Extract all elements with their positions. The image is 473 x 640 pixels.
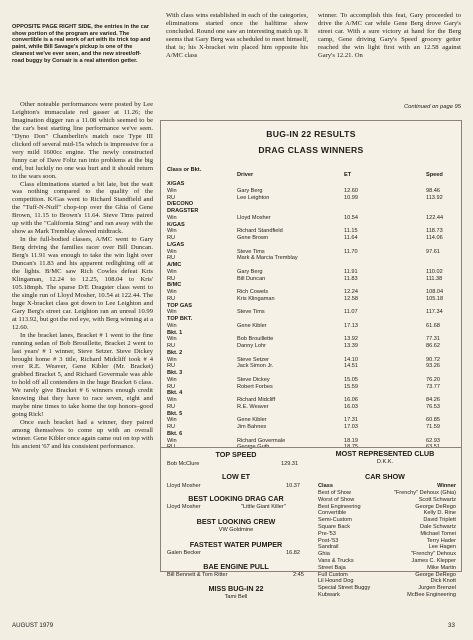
speed-cell: 105.18 (426, 295, 444, 302)
car-show-class: Square Back (318, 523, 351, 530)
car-show-class: Lil Hound Dog (318, 578, 354, 585)
car-show-winner: Jurgen Brenzel (418, 585, 456, 592)
car-show-row (318, 517, 458, 524)
car-show-class: Ghia (318, 551, 330, 558)
car-show-winner: "Frenchy" Dehoux (Ghia) (393, 490, 456, 496)
driver-cell: Steve Tims (237, 309, 265, 316)
class-cell: B/MC (167, 282, 182, 289)
result-row (161, 397, 461, 404)
car-show-row (318, 578, 458, 585)
result-row (161, 330, 461, 337)
result-row (161, 363, 461, 370)
speed-cell: 84.26 (426, 397, 440, 403)
class-cell: D/ECONO (167, 201, 194, 208)
car-show-winner: Lee Hagen (428, 544, 456, 551)
class-cell: RU (167, 383, 176, 390)
car-show-class: Worst of Show (318, 496, 355, 503)
class-cell: RU (167, 444, 176, 451)
driver-cell: Steve Setzer (237, 356, 270, 363)
class-cell: Win (167, 322, 177, 329)
result-row (161, 343, 461, 350)
speed-cell: 76.20 (426, 376, 440, 383)
car-show-winner: Dale Schwartz (419, 523, 456, 530)
et-cell: 18.75 (344, 444, 358, 451)
et-cell: 16.06 (344, 397, 358, 403)
paragraph: In the full-bodied classes, A/MC went to Gary Berg driving the families racer over Bill Duncan. Berg's 11.91 was enough to take the win light over Duncan's 11.83 and his apparent redlighting off at the lights. B/MC saw Rich Cowles defeat Kris Klingaman, 12.24 to 12.25, 108.04 to Kris' 105.18mph. The sparse D/E Dragster class went to the single run of Lloyd Mosher, 10.54 at 122.44. The huge X-bracket class got down to Lee Leighton and Gary Berg's street car. Leighton ran an unreal 10.99 at 113.92, but got the red eye, with Berg winning at a 12.60. (12, 236, 153, 331)
class-cell: RU (167, 295, 176, 302)
photo-caption (12, 24, 153, 64)
class-cell: TOP GAS (167, 302, 192, 309)
speed-cell: 97.61 (426, 248, 440, 255)
car-show-list (318, 490, 458, 599)
result-row (161, 289, 461, 296)
car-show-class: Kubwark (318, 591, 340, 598)
driver-cell: Lloyd Mosher (237, 214, 271, 221)
car-show-row (318, 538, 458, 545)
driver-cell: R.E. Weaver (237, 403, 269, 410)
speed-cell: 86.62 (426, 343, 440, 349)
class-cell: RU (167, 275, 176, 282)
car-show-class: Street Baja (318, 564, 346, 571)
et-cell: 12.58 (344, 295, 358, 302)
issue-date: AUGUST 1979 (12, 622, 54, 629)
bae-engine-value: 2:45 (293, 572, 304, 578)
car-show-row (318, 510, 458, 517)
driver-cell: Steve Tims (237, 248, 265, 255)
car-show-class: Sandrail (318, 544, 339, 551)
result-row (161, 350, 461, 357)
car-show-head-winner: Winner (437, 483, 456, 489)
class-cell: Win (167, 214, 177, 221)
fastest-pumper-value: 16.82 (286, 550, 300, 556)
result-row (161, 377, 461, 384)
result-row (161, 215, 461, 222)
result-row (161, 296, 461, 303)
best-looking-drag-name: Lloyd Mosher (167, 504, 201, 510)
class-cell: RU (167, 194, 176, 201)
result-row (161, 269, 461, 276)
speed-cell: 71.59 (426, 424, 440, 430)
header-speed: Speed (426, 172, 443, 178)
speed-cell: 73.77 (426, 383, 440, 390)
results-subtitle: DRAG CLASS WINNERS (258, 145, 364, 155)
driver-cell: Bill Duncan (237, 275, 266, 282)
speed-cell: 60.85 (426, 417, 440, 424)
car-show-row (318, 558, 458, 565)
car-show-row (318, 524, 458, 531)
driver-cell: Steve Dickey (237, 376, 270, 383)
low-et-name: Lloyd Mosher (167, 483, 201, 489)
et-cell: 11.07 (344, 309, 358, 316)
class-cell: Bkt. 1 (167, 329, 183, 336)
car-show-winner: George DeRego (415, 571, 456, 578)
et-cell: 11.15 (344, 228, 358, 235)
class-cell: Win (167, 228, 177, 235)
driver-cell: Richard Standfield (237, 228, 283, 235)
best-looking-crew-title: BEST LOOKING CREW (196, 517, 276, 526)
speed-cell: 90.72 (426, 356, 440, 363)
class-cell: RU (167, 424, 176, 430)
class-cell: Win (167, 187, 177, 194)
class-cell: Win (167, 248, 177, 255)
car-show-class: Best Engineering (318, 503, 361, 510)
header-driver: Driver (237, 172, 254, 178)
class-cell: A/MC (167, 262, 182, 268)
speed-cell: 61.68 (426, 322, 440, 329)
speed-cell: 114.06 (426, 235, 443, 241)
low-et-value: 10.37 (286, 483, 300, 489)
result-row (161, 390, 461, 397)
driver-cell: Jack Simon Jr. (237, 363, 274, 370)
paragraph: Other noteable performances were posted by Lee Leighton's immaculate red gasser at 11.26; the Imagination digger ran a 11.08 which seemed to be the car's best starting line performance we've seen. "Dyno Don" Chamberlin's match race Type III clicked off several mid-15s which is impressive for a very mild 1600cc engine. The newly constructed funny car of Dave Foltz ran into problems at the big end, but luckily no one was hurt and it should return to the wars soon. (12, 101, 153, 180)
et-cell: 11.70 (344, 248, 358, 255)
car-show-winner: James C. Klepper (411, 557, 456, 564)
result-row (161, 309, 461, 316)
class-cell: Win (167, 309, 177, 316)
car-show-class: Semi-Custom (318, 517, 352, 524)
et-cell: 13.92 (344, 336, 358, 343)
et-cell: 12.60 (344, 187, 358, 194)
et-cell: 17.03 (344, 424, 358, 430)
class-cell: Win (167, 268, 177, 275)
low-et-title: LOW ET (222, 472, 250, 481)
result-row (161, 438, 461, 445)
result-row (161, 235, 461, 242)
header-et: ET (344, 172, 352, 178)
speed-cell: 76.53 (426, 403, 440, 410)
et-cell: 11.91 (344, 268, 358, 275)
caption-lead: OPPOSITE PAGE RIGHT SIDE, (12, 24, 93, 30)
car-show-row (318, 585, 458, 592)
results-title: BUG-IN 22 RESULTS (266, 129, 356, 139)
header-class: Class or Bkt. (167, 167, 202, 173)
result-row (161, 370, 461, 377)
car-show-class: Full Custom (318, 571, 348, 578)
class-cell: K/GAS (167, 221, 185, 228)
miss-bugin-name: Tami Bell (224, 594, 248, 600)
et-cell: 15.05 (344, 376, 358, 383)
car-show-winner: Michael Tomei (420, 530, 456, 537)
result-row (161, 323, 461, 330)
car-show-winner: David Triplett (423, 517, 456, 524)
speed-cell: 62.93 (426, 437, 440, 444)
result-row (161, 242, 461, 249)
club-name: D.K.K. (376, 459, 394, 465)
class-cell: DRAGSTER (167, 208, 199, 214)
class-cell: Win (167, 437, 177, 444)
class-cell: TOP BKT. (167, 316, 193, 322)
class-cell: RU (167, 403, 176, 410)
best-looking-crew-name: VW Goldmine (218, 527, 254, 533)
results-rows (161, 181, 461, 451)
car-show-class: Vans & Trucks (318, 557, 354, 564)
result-row (161, 222, 461, 229)
results-header-row (161, 167, 461, 181)
et-cell: 10.99 (344, 194, 358, 201)
driver-cell: Gene Kibler (237, 322, 267, 329)
driver-cell: Mark & Marcia Tremblay (237, 255, 298, 262)
result-row (161, 417, 461, 424)
car-show-row (318, 544, 458, 551)
car-show-row (318, 565, 458, 572)
car-show-row (318, 551, 458, 558)
bae-engine-title: BAE ENGINE PULL (203, 562, 269, 571)
result-row (161, 228, 461, 235)
miss-bugin-title: MISS BUG-IN 22 (208, 584, 264, 593)
result-row (161, 411, 461, 418)
speed-cell: 110.02 (426, 268, 443, 275)
speed-cell: 63.51 (426, 444, 440, 451)
result-row (161, 282, 461, 289)
driver-cell: Gary Berg (237, 187, 263, 194)
car-show-winner: McBee Engineering (407, 591, 456, 598)
class-cell: RU (167, 363, 176, 370)
class-cell: Bkt. 5 (167, 410, 183, 417)
top-speed-value: 129.31 (281, 461, 299, 467)
class-cell: Win (167, 397, 177, 403)
driver-cell: Gene Brown (237, 235, 269, 241)
result-row (161, 303, 461, 310)
continued-note: Continued on page 95 (403, 104, 461, 110)
speed-cell: 113.92 (426, 194, 443, 201)
speed-cell: 118.73 (426, 228, 443, 235)
et-cell: 16.03 (344, 403, 358, 410)
driver-cell: Danny Lohr (237, 343, 266, 349)
result-row (161, 357, 461, 364)
class-cell: Win (167, 356, 177, 363)
car-show-winner: Terry Hader (426, 537, 456, 544)
car-show-winner: Scott Schwartz (418, 496, 456, 503)
class-cell: X/GAS (167, 181, 185, 187)
et-cell: 14.10 (344, 356, 358, 363)
driver-cell: Richard Midcliff (237, 397, 276, 403)
result-row (161, 424, 461, 431)
car-show-winner: "Frenchy" Dehoux (410, 551, 456, 558)
et-cell: 15.59 (344, 383, 358, 390)
fastest-pumper-name: Galen Becker (167, 550, 201, 556)
class-cell: RU (167, 235, 176, 241)
speed-cell: 98.46 (426, 187, 440, 194)
car-show-winner: Mike Martin (427, 564, 456, 571)
result-row (161, 195, 461, 202)
paragraph: In the bracket lanes, Bracket # 1 went to the fine running sedan of Bob Brouillette, Bracket 2 went to last years' # 1 winner, Steve Setzer. Steve Dickey brought home # 3 title, Richard Midcliff took # 4 over R.E. Weaver, Gene Kibler (Mr. Bracket) grabbed Bracket 5, and Richard Govermale was able to hold off all contenders in the huge Bracket 6 class. We rarely give Bracket # 6 winners enough credit knowing that they have to race seven, eight and maybe nine times to take home the top honors–good going Rick! (12, 331, 153, 419)
car-show-title: CAR SHOW (365, 472, 405, 481)
speed-cell: 77.31 (426, 336, 440, 343)
caption-text: the entries in the car show portion of the program are varied. The convertible is a real work of art with its trick top and paint, while Bill Savage's pickup is one of the cleanest we've ever seen, and the new street/off-road buggy by Corsair is a real attention getter. (12, 24, 151, 64)
result-row (161, 255, 461, 262)
car-show-row (318, 592, 458, 599)
result-row (161, 208, 461, 215)
class-cell: Win (167, 417, 177, 424)
et-cell: 10.54 (344, 214, 358, 221)
et-cell: 12.24 (344, 289, 358, 295)
class-cell: Bkt. 6 (167, 430, 183, 437)
et-cell: 11.64 (344, 235, 358, 241)
et-cell: 14.51 (344, 363, 358, 370)
result-row (161, 181, 461, 188)
result-row (161, 188, 461, 195)
driver-cell: Kris Klingaman (237, 295, 275, 302)
speed-cell: 117.34 (426, 309, 443, 316)
car-show-class: Best of Show (318, 490, 351, 496)
driver-cell: Bob Brouillette (237, 336, 274, 343)
speed-cell: 93.26 (426, 363, 440, 370)
page-number: 33 (448, 622, 455, 629)
best-looking-drag-value: "Little Giant Killer" (241, 504, 286, 510)
car-show-row (318, 504, 458, 511)
top-speed-title: TOP SPEED (215, 450, 257, 459)
car-show-class: Convertible (318, 510, 347, 517)
et-cell: 13.39 (344, 343, 358, 349)
et-cell: 17.31 (344, 417, 358, 424)
car-show-row (318, 497, 458, 504)
et-cell: 17.13 (344, 322, 358, 329)
result-row (161, 201, 461, 208)
car-show-row (318, 531, 458, 538)
paragraph: Once each bracket had a winner, they paired among themselves to come up with an overall winner. Gene Kibler once again came out on top with his ancient '67 and his consistent performance. (12, 419, 153, 450)
driver-cell: Gene Kibler (237, 417, 267, 424)
article-column-2-top (166, 12, 308, 60)
car-show-head-class: Class (318, 483, 333, 489)
result-row (161, 316, 461, 323)
et-cell: 18.19 (344, 437, 358, 444)
article-column-3-top (318, 12, 461, 60)
result-row (161, 276, 461, 283)
result-row (161, 262, 461, 269)
paragraph: With class wins established in each of the categories, eliminations started once the halftime show concluded. Round one saw an interesting match up. It seems that Gary Berg was scheduled to meet himself, that is; his X-bracket win placed him opposite his A/MC class (166, 12, 308, 59)
class-cell: L/GAS (167, 241, 185, 248)
speed-cell: 111.38 (426, 275, 443, 282)
result-row (161, 336, 461, 343)
class-cell: Bkt. 4 (167, 390, 183, 397)
class-cell: Win (167, 376, 177, 383)
car-show-row (318, 572, 458, 579)
car-show-winner: Dick Knott (430, 578, 456, 585)
result-row (161, 384, 461, 391)
speed-cell: 122.44 (426, 214, 444, 221)
article-column-1 (12, 101, 153, 451)
class-cell: Bkt. 3 (167, 370, 183, 376)
paragraph: winner. To accomplish this feat, Gary proceeded to drive the A/MC car while Gene Berg drove Gary's street car. With a sure victory at hand for the Berg camp, Gene driving Gary's Speed grocery getter reached the win light first with an 12.58 against Gary's 12.21. On (318, 12, 461, 59)
et-cell: 11.83 (344, 275, 358, 282)
driver-cell: Robert Forbes (237, 383, 273, 390)
car-show-class: Special Street Buggy (318, 585, 371, 592)
result-row (161, 404, 461, 411)
driver-cell: Gary Berg (237, 268, 263, 275)
paragraph: Class eliminations started a bit late, but the wait was nothing compared to the quality of the competition. K/Gas went to Richard Standfield and the "Tuff-N-Nuff" chop-top over the Ghia of Gene Brown, 11.15 to Brown's 11.64. Steve Tims paired up with the "California Sting" and ran away with the show as Mark Tremblay slowed midtrack. (12, 180, 153, 236)
car-show-class: Post-'53 (318, 537, 339, 544)
best-looking-drag-title: BEST LOOKING DRAG CAR (188, 494, 284, 503)
top-speed-name: Bob McClure (167, 461, 200, 467)
class-cell: Win (167, 289, 177, 295)
car-show-row (318, 490, 458, 497)
driver-cell: Lee Leighton (237, 194, 270, 201)
bae-engine-name: Bill Bennett & Tom Ritter (167, 572, 228, 578)
driver-cell: Richard Govermale (237, 437, 286, 444)
driver-cell: Rich Cowels (237, 289, 269, 295)
class-cell: Bkt. 2 (167, 349, 183, 356)
car-show-winner: George DeRego (415, 503, 456, 510)
divider (161, 447, 461, 448)
car-show-class: Pre-'53 (318, 530, 336, 537)
result-row (161, 249, 461, 256)
class-cell: Win (167, 336, 177, 343)
class-cell: RU (167, 343, 176, 349)
fastest-pumper-title: FASTEST WATER PUMPER (189, 540, 283, 549)
class-cell: RU (167, 255, 176, 262)
result-row (161, 431, 461, 438)
club-title: MOST REPRESENTED CLUB (335, 449, 435, 458)
driver-cell: George Guth (237, 444, 270, 451)
driver-cell: Jim Bahnes (237, 424, 267, 430)
speed-cell: 108.04 (426, 289, 444, 295)
car-show-winner: Kelly D. Rine (423, 510, 456, 517)
